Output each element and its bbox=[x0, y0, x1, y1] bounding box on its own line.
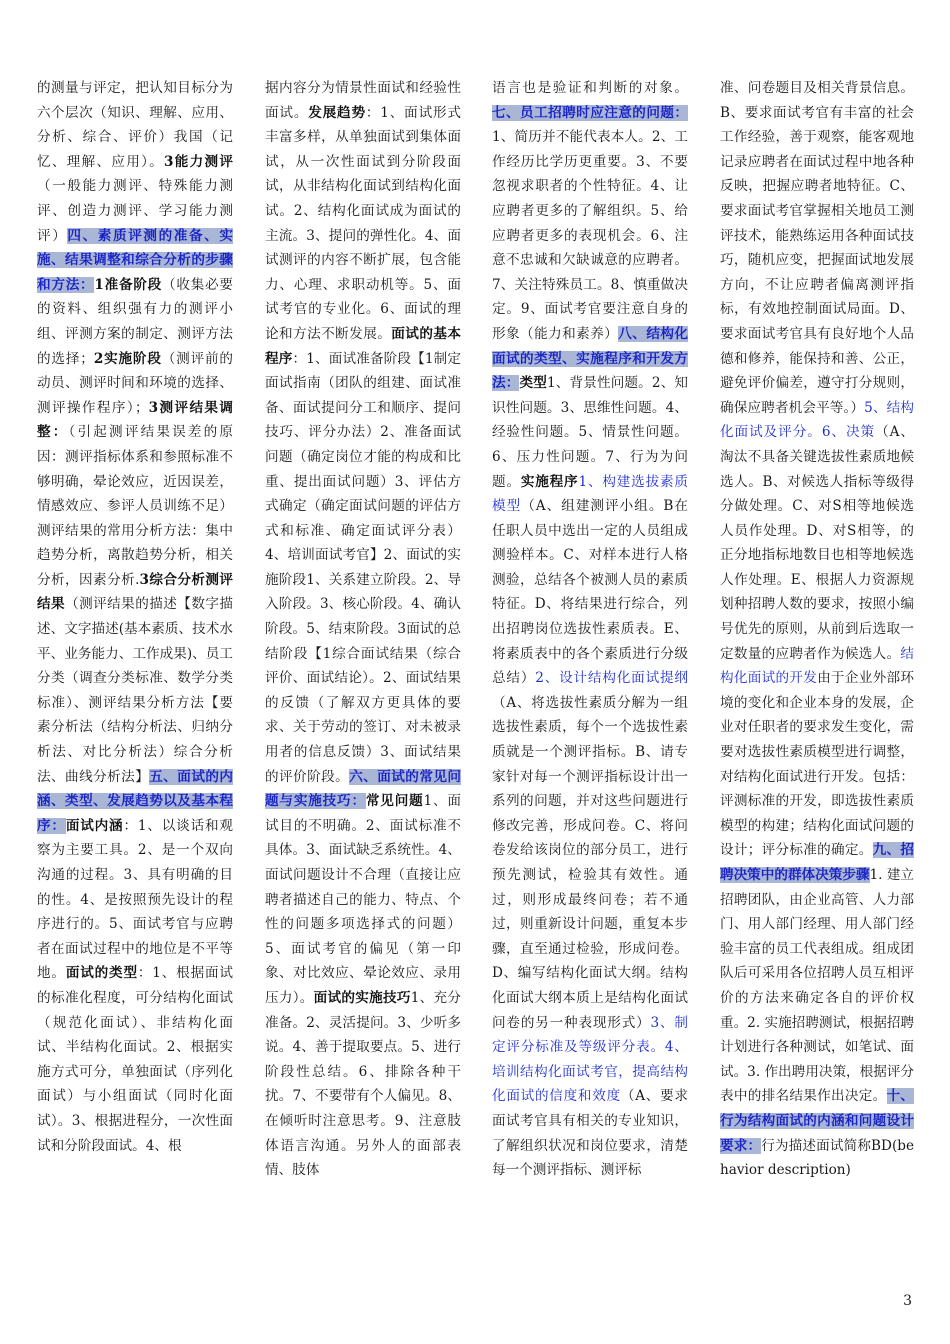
text-column-1 bbox=[37, 76, 233, 1158]
body-text: （A、淘汰不具备关键选拔性素质地候选人。B、对候选人指标等级得分做处理。C、对S相等地候选人员作处理。D、对S相等，的正分地指标地数目也相等地候选人作处理。E、根据人力资源规划种招聘人数的要求，按照小编号优先的原则，从前到后选取一定数量的应聘者作为候选人。 bbox=[720, 424, 914, 662]
bold-term: 2实施阶段 bbox=[93, 350, 162, 367]
body-text: 1、简历并不能代表本人。2、工作经历比学历更重要。3、不要忽视求职者的个性特征。4、让应聘者更多的了解组织。5、给应聘者更多的表现机会。6、注意不忠诚和欠缺诚意的应聘者。7、关注特殊员工。8、慎重做决定。9、面试考官要注意自身的形象（能力和素养） bbox=[492, 129, 688, 342]
bold-term: 类型 bbox=[519, 375, 547, 392]
body-text: 行为描述面试简称BD(behavior description) bbox=[720, 1137, 914, 1179]
section-heading: 七、员工招聘时应注意的问题： bbox=[492, 104, 688, 121]
section-heading: 六、面试的常见问题与实施技巧： bbox=[265, 768, 461, 810]
body-text: （引起测评结果误差的原因：测评指标体系和参照标准不够明确，晕论效应，近因误差，情感效应、参评人员训练不足）测评结果的常用分析方法：集中趋势分析，离散趋势分析，相关分析，因素分析. bbox=[37, 424, 234, 588]
bold-term: 面试的基本程序 bbox=[265, 325, 461, 367]
section-heading: 十、行为结构面试的内涵和问题设计要求： bbox=[720, 1088, 915, 1154]
blue-subheading: 1、构建选拔素质模型 bbox=[492, 473, 689, 515]
text-column-3 bbox=[492, 76, 688, 1183]
bold-term: 3综合分析测评结果 bbox=[37, 571, 233, 613]
body-text: （A、组建测评小组。B在任职人员中选出一定的人员组成测验样本。C、对样本进行人格测验，总结各个被测人员的素质特征。D、将结果进行综合，列出招聘岗位选拔性素质表。E、将素质表中的各个素质进行分级总结） bbox=[492, 498, 688, 687]
body-text: 1、充分准备。2、灵活提问。3、少听多说。4、善于提取要点。5、进行阶段性总结。6、排除各种干扰。7、不要带有个人偏见。8、在倾听时注意思考。9、注意肢体语言沟通。另外人的面部表情、肢体 bbox=[265, 989, 462, 1179]
bold-term: 发展趋势 bbox=[308, 104, 366, 121]
body-text: （测评结果的描述【数字描述、文字描述(基本素质、技术水平、业务能力、工作成果)、员工分类（调查分类标准、数学分类标准）、测评结果分析方法【要素分析法（结构分析法、归纳分析法、对比分析法）综合分析法、曲线分析法】 bbox=[37, 596, 233, 785]
body-text: （测评前的动员、测评时间和环境的选择、测评操作程序）； bbox=[37, 350, 233, 416]
bold-term: 实施程序 bbox=[520, 473, 579, 490]
body-text: （一般能力测评、特殊能力测评、创造力测评、学习能力测评） bbox=[37, 178, 233, 244]
blue-subheading: 结构化面试的开发 bbox=[720, 645, 914, 687]
blue-subheading: 3、制定评分标准及等级评分表。4、培训结构化面试考官，提高结构化面试的信度和效度 bbox=[492, 1014, 689, 1105]
body-text: 准、问卷题目及相关背景信息。B、要求面试考官有丰富的社会工作经验，善于观察，能客观地记录应聘者在面试过程中地各种反映，把握应聘者地特征。C、要求面试考官掌握相关地员工测评技术，能熟练运用各种面试技巧，随机应变，把握面试地发展方向，不让应聘者偏离测评指标，有效地控制面试局面。D、要求面试考官具有良好地个人品德和修养，能保持和善、公正，避免评价偏差，遵守打分规则，确保应聘者机会平等。） bbox=[720, 80, 914, 416]
body-text: ：1、根据面试的标准化程度，可分结构化面试（规范化面试）、非结构化面试、半结构化面试。2、根据实施方式可分，单独面试（序列化面试）与小组面试（同时化面试）。3、根据进程分，一次性面试和分阶段面试。4、根 bbox=[37, 965, 234, 1154]
section-heading: 五、面试的内涵、类型、发展趋势以及基本程序： bbox=[37, 768, 233, 834]
page-number: 3 bbox=[903, 1293, 912, 1309]
bold-term: 面试的实施技巧 bbox=[313, 989, 411, 1006]
body-text: 1、背景性问题。2、知识性问题。3、思维性问题。4、经验性问题。5、情景性问题。6、压力性问题。7、行为为问题。 bbox=[492, 375, 689, 490]
bold-term: 常见问题 bbox=[365, 793, 424, 810]
body-text: （A、将选拔性素质分解为一组选拔性素质，每个一个选拔性素质就是一个测评指标。B、请专家针对每一个测评指标设计出一系列的问题，并对这些问题进行修改完善，形成问卷。C、将问卷发给该岗位的部分员工，进行预先测试，检验其有效性。通过，则形成最终问卷；若不通过，则重新设计问题，重复本步骤，直至通过检验，形成问卷。D、编写结构化面试大纲。结构化面试大纲本质上是结构化面试问卷的另一种表现形式） bbox=[492, 694, 688, 1031]
bold-term: 面试的类型 bbox=[65, 965, 138, 982]
body-text: 语言也是验证和判断的对象。 bbox=[492, 80, 688, 96]
body-text: ：1、面试准备阶段【1制定面试指南（团队的组建、面试准备、面试提问分工和顺序、提问技巧、评分办法）2、准备面试问题（确定岗位才能的构成和比重、提出面试问题）3、评估方式确定（确定面试问题的评估方式和标准、确定面试评分表）4、培训面试考官】2、面试的实施阶段1、关系建立阶段。2、导入阶段。3、核心阶段。4、确认阶段。5、结束阶段。3面试的总结阶段【1综合面试结果（综合评价、面试结论）。2、面试结果的反馈（了解双方更具体的要求、关于劳动的签订、对未被录用者的信息反馈）3、面试结果的评价阶段。 bbox=[265, 350, 462, 785]
body-text: ：1、以谈话和观察为主要工具。2、是一个双向沟通的过程。3、具有明确的目的性。4、是按照预先设计的程序进行的。5、面试考官与应聘者在面试过程中的地位是不平等地。 bbox=[37, 817, 234, 982]
body-text: 的测量与评定，把认知目标分为六个层次（知识、理解、应用、分析、综合、评价）我国（记忆、理解、应用）。 bbox=[37, 80, 233, 170]
section-heading: 四、素质评测的准备、实施、结果调整和综合分析的步骤和方法： bbox=[37, 227, 234, 293]
section-heading: 九、招聘决策中的群体决策步骤 bbox=[720, 842, 915, 883]
text-column-2 bbox=[265, 76, 461, 1183]
blue-subheading: 5、结构化面试及评分。6、决策 bbox=[720, 399, 914, 441]
body-text: 1、面试目的不明确。2、面试标准不具体。3、面试缺乏系统性。4、面试问题设计不合理（直接让应聘者描述自己的能力、特点、个性的问题多项选择式的问题）5、面试考官的偏见（第一印象、对比效应、晕论效应、录用压力）。 bbox=[265, 793, 462, 1006]
bold-term: 面试内涵 bbox=[65, 817, 124, 834]
blue-subheading: 2、设计结构化面试提纲 bbox=[535, 670, 688, 687]
body-text: 据内容分为情景性面试和经验性面试。 bbox=[265, 80, 461, 121]
section-heading: 八、结构化面试的类型、实施程序和开发方法： bbox=[492, 325, 688, 392]
bold-term: 3测评结果调整： bbox=[37, 399, 233, 441]
body-text: 1. 建立招聘团队，由企业高管、人力部门、用人部门经理、用人部门经验丰富的员工代表组成。组成团队后可采用各位招聘人员互相评价的方法来确定各自的评价权重。2. 实施招聘测试，根据招聘计划进行各种测试，如笔试、面试。3. 作出聘用决策，根据评分表中的排名结果作出决定。 bbox=[720, 867, 915, 1105]
body-text: 由于企业外部环境的变化和企业本身的发展，企业对任职者的要求发生变化，需要对选拔性素质模型进行调整，对结构化面试进行开发。包括：评测标准的开发，即选拔性素质模型的构建；结构化面试问题的设计；评分标准的确定。 bbox=[720, 670, 915, 859]
body-text: ：1、面试形式丰富多样，从单独面试到集体面试，从一次性面试到分阶段面试，从非结构化面试到结构化面试。2、结构化面试成为面试的主流。3、提问的弹性化。4、面试测评的内容不断扩展，包含能力、心理、求职动机等。5、面试考官的专业化。6、面试的理论和方法不断发展。 bbox=[265, 104, 462, 342]
bold-term: 3能力测评 bbox=[164, 153, 233, 170]
body-text: （收集必要的资料、组织强有力的测评小组、评测方案的制定、测评方法的选择； bbox=[37, 276, 234, 367]
text-column-4 bbox=[720, 76, 914, 1183]
bold-term: 1准备阶段 bbox=[94, 276, 163, 293]
body-text: （A、要求面试考官具有相关的专业知识，了解组织状况和岗位要求，清楚每一个测评指标、测评标 bbox=[492, 1088, 688, 1179]
